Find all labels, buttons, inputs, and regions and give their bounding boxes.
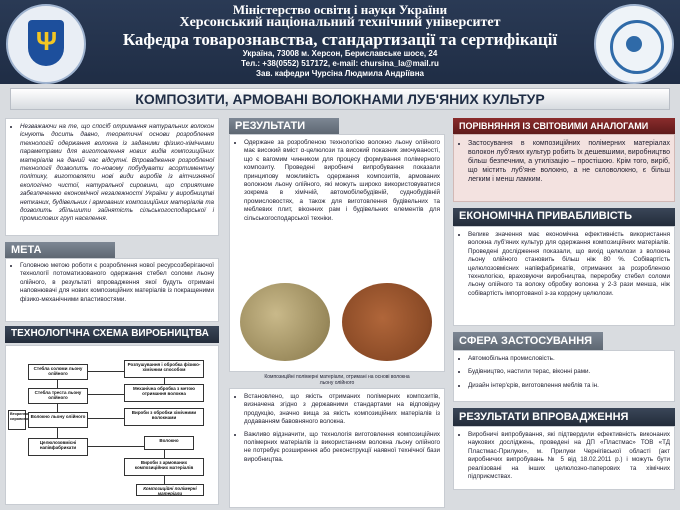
scheme-box-composites: Вироби з армованих композиційних матеріалів [124, 458, 204, 476]
poster-header [0, 0, 680, 84]
economy-box [453, 226, 675, 326]
implementation-box [453, 426, 675, 490]
results-text: • Одержане за розробленою технологією волокно льону олійного має високий вміст α-целюлози та високий показник змочуваності, що є вагомим чинником для процесу формування полімерного композиту. Проведені виробничі випробування показали принципову можливість одержання композитів, армованих волокном льону олійного, які можуть широко використовуватися зокрема в хімічній, автомобілебудівній, суднобудівній промисловостях, а також для виготовлення будівельних та меблевих плит, віконних рам і будівельних елементів для сільськогосподарської техніки. [244, 139, 440, 223]
middle-column [229, 118, 445, 508]
address-text: Україна, 73008 м. Херсон, Бериславське шосе, 24 [242, 49, 438, 58]
university-logo [594, 4, 674, 84]
compare-heading: ПОРІВНЯННЯ ІЗ СВІТОВИМИ АНАЛОГАМИ [453, 118, 675, 134]
results-bullets [229, 388, 445, 508]
scheme-box-cellulose: Целюлозовмісні напівфабрикати [28, 438, 88, 456]
ukraine-emblem-logo: Ψ [6, 4, 86, 84]
results-bullet-1: • Встановлено, що якість отриманих полімерних композитів, визначена згідно з державними стандартами на відповідну продукцію, значно вища за якість композиційних матеріалів із додаванням бавовняного волокна. [244, 393, 440, 427]
image-caption: Композиційні полімерні матеріали, отримані на основі волокна льону олійного [264, 374, 410, 386]
scheme-box-result-fiber: Вироби з обробки хімічними волокнами [124, 408, 204, 426]
scheme-box-retted: Стебла треста льону олійного [28, 388, 88, 404]
scheme-caption: Композиційні полімерні матеріали [136, 484, 204, 496]
intro-text: • Незважаючи на те, що спосіб отримання натуральних волокон існують досить давно, теоретичні основи розроблення технологій одержання волокна із заданими фізико-хімічними параметрами для виготовлення нових видів композиційних матеріалів на даний час відсутні. Впровадження розробленої технології дозволить по-новому побудувати асортиментну політику, виготовляти нові види виробів із вітчизняної екологічно чистої, натуральної сировини, що сприятиме забезпеченню економічної незалежності України у виробництві нетканих, будівельних і армованих композиційних матеріалів та дозволить збільшити зайнятість сільськогосподарської і промислових груп населення. [20, 123, 214, 224]
goal-text: • Головною метою роботи є розроблення нової ресурсозберігаючої технології потоматизованого одержання стебел соломи льону олійного, в результаті впровадження якої будуть отримані наповнювачі для нових композиційних матеріалів із покращеними фізико-механічними властивостями. [20, 262, 214, 304]
ministry-title: Міністерство освіти і науки України [232, 2, 448, 17]
implementation-text: • Виробничі випробування, які підтвердили ефективність виконаних наукових досліджень, проведені на ДП «Пластмас» ТОВ «ТД Пластмас-Прилуки», м. Прилуки Чернігівської області (акт виробничих випробувань № 5 від 18.02.2011 р.) і можуть бути реалізовані на інших целюлозно-паперових та хімічних підприємствах. [468, 431, 670, 481]
university-title: Херсонський національний технічний університет [179, 15, 501, 30]
compare-text: • Застосування в композиційних полімерних матеріалах волокон луб'яних культур робить їх дешевшими, виробництво більш безпечним, а утилізацію – простішою. Крім того, виріб, що містить луб'яне волокно, а не скловолокно, є більш легким і менш ламким. [468, 139, 670, 184]
scheme-box-secondary: Вторинна сировина [8, 410, 26, 430]
scheme-box-loosening: Розпушування і обробка фізико-хімічним способом [124, 360, 204, 378]
economy-heading: ЕКОНОМІЧНА ПРИВАБЛИВІСТЬ [453, 208, 675, 226]
scheme-box-mechanical: Механічна обробка з метою отримання волокна [124, 384, 204, 402]
department-title: Кафедра товарознавства, стандартизації та сертифікації [122, 30, 558, 49]
scheme-box-fiber-out: Волокно [144, 436, 194, 450]
usage-box [453, 350, 675, 402]
contact-text: Тел.: +38(0552) 517172, e-mail: chursina_la@mail.ru [241, 59, 439, 68]
goal-heading: МЕТА [5, 242, 115, 258]
usage-item-2: • Будівництво, настили терас, віконні рами. [468, 368, 670, 376]
scheme-box-fiber: Волокно льону олійного [28, 412, 88, 428]
results-box [229, 134, 445, 372]
intro-box [5, 118, 219, 236]
usage-item-1: • Автомобільна промисловість. [468, 355, 670, 363]
economy-text: • Велике значення має економічна ефективність використання волокна луб'яних культур для одержання композиційних матеріалів. Проведені дослідження показали, що вихід целюлози з волокна льону олійного становить більш ніж 80 %. Собівартість целюлозовмісних напівфабрикатів, отриманих за розробленою технологією, враховуючи виробництва, переробку стебел соломи льону олійного та волоку обробку волокна у 2-3 рази менша, ніж собівартість імпортованої з-за кордону целюлози. [468, 231, 670, 298]
composite-sample-photo-light [240, 283, 330, 361]
poster-title-bar [10, 88, 670, 110]
production-scheme [5, 345, 219, 505]
left-column [5, 118, 219, 322]
head-of-department: Зав. кафедри Чурсіна Людмила Андріївна [255, 69, 424, 78]
implementation-heading: РЕЗУЛЬТАТИ ВПРОВАДЖЕННЯ [453, 408, 675, 426]
compare-box [453, 134, 675, 202]
poster-title: КОМПОЗИТИ, АРМОВАНІ ВОЛОКНАМИ ЛУБ'ЯНИХ КУЛЬТУР [135, 91, 545, 107]
composite-sample-photo-dark [342, 283, 432, 361]
scheme-box-straw: Стебла соломи льону олійного [28, 364, 88, 380]
usage-heading: СФЕРА ЗАСТОСУВАННЯ [453, 332, 603, 350]
scheme-heading: ТЕХНОЛОГІЧНА СХЕМА ВИРОБНИЦТВА [5, 326, 219, 343]
results-heading: РЕЗУЛЬТАТИ [229, 118, 339, 134]
usage-item-3: • Дизайн інтер'єрів, виготовлення меблів та ін. [468, 382, 670, 390]
results-bullet-2: • Важливо відзначити, що технологія виготовлення композиційних полімерних матеріалів із використанням волокна льону олійного не потребує розширення або реконструкції наявної технічної бази виробництва. [244, 431, 440, 465]
goal-box [5, 258, 219, 322]
right-column [453, 118, 675, 490]
